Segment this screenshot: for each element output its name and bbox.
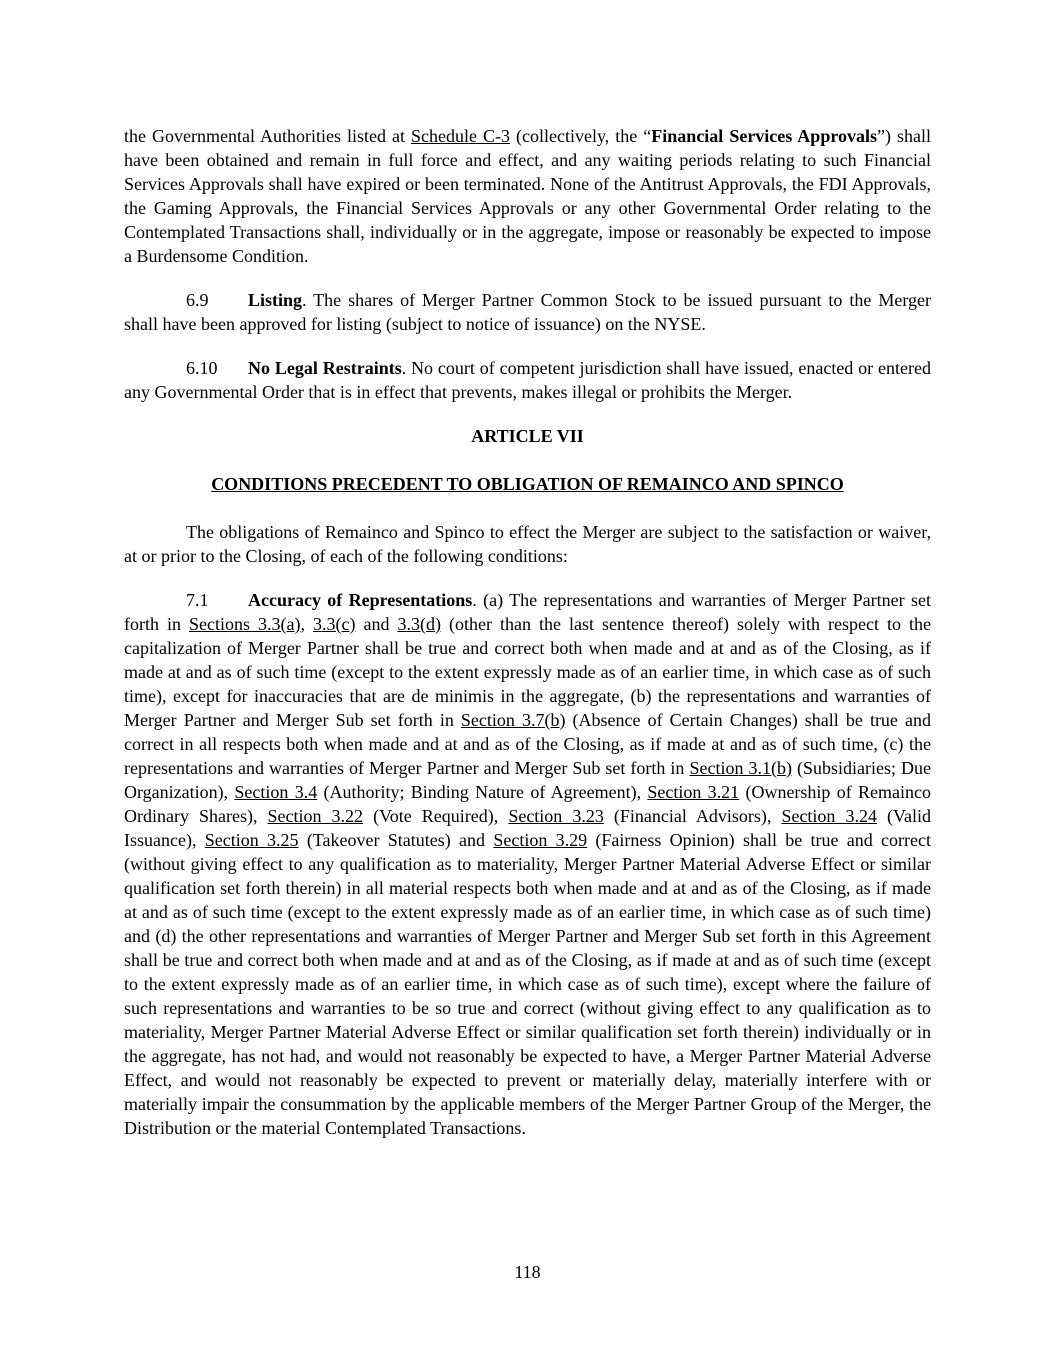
schedule-reference: Schedule C-3	[411, 126, 510, 146]
section-reference: Section 3.7(b)	[460, 710, 566, 730]
section-number: 6.10	[186, 358, 218, 378]
section-reference: Section 3.23	[508, 806, 604, 826]
section-reference: Section 3.21	[647, 782, 740, 802]
section-title: No Legal Restraints	[248, 358, 402, 378]
section-reference: Section 3.22	[267, 806, 364, 826]
page-number: 118	[514, 1262, 541, 1282]
section-7-1: 7.1 Accuracy of Representations. (a) The representations and warranties of Merger Partner set forth in Sections 3.3(a), 3.3(c) and 3.3(d) (other than the last sentence thereof) solely with respect to the capitalization of Merger Partner shall be true and correct both when made and at and as of the Closing, as if made at and as of such time (except to the extent expressly made as of an earlier time, in which case as of such time), except for inaccuracies that are de minimis in the aggregate, (b) the representations and warranties of Merger Partner and Merger Sub set forth in Section 3.7(b) (Absence of Certain Changes) shall be true and correct in all respects both when made and at and as of the Closing, as if made at and as of such time, (c) the representations and warranties of Merger Partner and Merger Sub set forth in Section 3.1(b) (Subsidiaries; Due Organization), Section 3.4 (Authority; Binding Nature of Agreement), Section 3.21 (Ownership of Remainco Ordinary Shares), Section 3.22 (Vote Required), Section 3.23 (Financial Advisors), Section 3.24 (Valid Issuance), Section 3.25 (Takeover Statutes) and Section 3.29 (Fairness Opinion) shall be true and correct (without giving effect to any qualification as to materiality, Merger Partner Material Adverse Effect or similar qualification set forth therein) in all material respects both when made and at and as of the Closing, as if made at and as of such time (except to the extent expressly made as of an earlier time, in which case as of such time) and (d) the other representations and warranties of Merger Partner and Merger Sub set forth in this Agreement shall be true and correct both when made and at and as of the Closing, as if made at and as of such time (except to the extent expressly made as of an earlier time, in which case as of such time), except where the failure of such representations and warranties to be so true and correct (without giving effect to any qualification as to materiality, Merger Partner Material Adverse Effect or similar qualification set forth therein) individually or in the aggregate, has not had, and would not reasonably be expected to have, a Merger Partner Material Adverse Effect, and would not reasonably be expected to prevent or materially delay, materially interfere with or materially impair the consummation by the applicable members of the Merger Partner Group of the Merger, the Distribution or the material Contemplated Transactions.	[124, 590, 931, 1138]
section-reference: Section 3.25	[204, 830, 299, 850]
defined-term: Financial Services Approvals	[651, 126, 877, 146]
section-number: 6.9	[186, 290, 209, 310]
article-subheading: CONDITIONS PRECEDENT TO OBLIGATION OF REMAINCO AND SPINCO	[211, 474, 844, 494]
section-reference: Section 3.24	[781, 806, 877, 826]
article-intro-paragraph: The obligations of Remainco and Spinco to effect the Merger are subject to the satisfaction or waiver, at or prior to the Closing, of each of the following conditions:	[124, 522, 931, 566]
section-number: 7.1	[186, 590, 209, 610]
section-reference: Section 3.29	[493, 830, 588, 850]
section-reference: Section 3.4	[234, 782, 318, 802]
section-6-9: 6.9 Listing. The shares of Merger Partner Common Stock to be issued pursuant to the Merger shall have been approved for listing (subject to notice of issuance) on the NYSE.	[124, 290, 931, 334]
section-reference: 3.3(d)	[397, 614, 442, 634]
article-heading: ARTICLE VII	[471, 426, 584, 446]
section-title: Listing	[248, 290, 303, 310]
section-reference: Sections 3.3(a)	[189, 614, 301, 634]
section-reference: Section 3.1(b)	[689, 758, 792, 778]
section-6-10: 6.10 No Legal Restraints. No court of competent jurisdiction shall have issued, enacted or entered any Governmental Order that is in effect that prevents, makes illegal or prohibits the Merger.	[124, 358, 931, 402]
paragraph-financial-services-approvals: the Governmental Authorities listed at Schedule C-3 (collectively, the “Financial Services Approvals”) shall have been obtained and remain in full force and effect, and any waiting periods relating to such Financial Services Approvals shall have expired or been terminated. None of the Antitrust Approvals, the FDI Approvals, the Gaming Approvals, the Financial Services Approvals or any other Governmental Order relating to the Contemplated Transactions shall, individually or in the aggregate, impose or reasonably be expected to impose a Burdensome Condition.	[124, 126, 931, 266]
document-page	[124, 124, 931, 1160]
section-reference: 3.3(c)	[313, 614, 356, 634]
section-title: Accuracy of Representations	[248, 590, 473, 610]
